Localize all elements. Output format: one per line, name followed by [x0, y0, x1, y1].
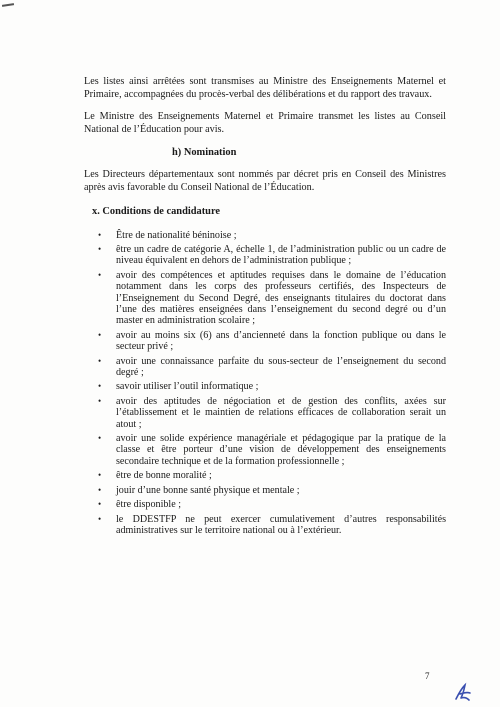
list-item-text: jouir d’une bonne santé physique et mentale ; — [116, 484, 300, 496]
list-item-text: le DDESTFP ne peut exercer cumulativement d’autres responsabilités administratives sur le territoire national ou à l’extérieur. — [116, 513, 446, 536]
page-number: 7 — [425, 671, 430, 681]
list-item — [98, 433, 446, 467]
list-item — [98, 229, 446, 241]
list-item-text: avoir au moins six (6) ans d’ancienneté dans la fonction publique ou dans le secteur privé ; — [116, 329, 446, 353]
list-item — [98, 395, 446, 430]
list-item-text: être disponible ; — [116, 499, 182, 511]
bullet-icon: • — [98, 243, 102, 254]
list-item-text: être de bonne moralité ; — [116, 470, 212, 482]
list-item — [98, 513, 446, 537]
paragraph-avis: Le Ministre des Enseignements Maternel et Primaire transmet les listes au Conseil National de l’Éducation pour avis. — [84, 111, 446, 135]
list-item-text: avoir une solide expérience managériale et pédagogique par la pratique de la classe et être porteur d’une vision de développement des enseignements secondaire technique et de la formation professionnelle ; — [116, 433, 446, 467]
bullet-icon: • — [98, 395, 102, 406]
list-item-text: Être de nationalité béninoise ; — [116, 229, 237, 241]
list-item-text: avoir une connaissance parfaite du sous-secteur de l’enseignement du second degré ; — [116, 355, 446, 379]
bullet-icon: • — [98, 484, 102, 495]
bullet-icon: • — [98, 329, 102, 340]
paragraph-transmission: Les listes ainsi arrêtées sont transmises au Ministre des Enseignements Maternel et Primaire, accompagnées du procès-verbal des délibérations et du rapport des travaux. — [84, 76, 446, 100]
list-item — [98, 269, 446, 327]
list-item-text: avoir des aptitudes de négociation et de gestion des conflits, axées sur l’établissement et le maintien de relations efficaces de collaboration serait un atout ; — [116, 395, 446, 430]
signature-mark — [452, 682, 474, 702]
list-item — [98, 499, 446, 511]
heading-conditions: x. Conditions de candidature — [92, 205, 220, 217]
list-item — [98, 470, 446, 482]
bullet-icon: • — [98, 381, 102, 392]
page-content — [84, 76, 446, 539]
list-item — [98, 329, 446, 353]
list-item — [98, 484, 446, 496]
bullet-icon: • — [98, 269, 102, 280]
bullet-icon: • — [98, 355, 102, 366]
list-item-text: être un cadre de catégorie A, échelle 1, de l’administration public ou un cadre de niveau équivalent en dehors de l’administration publique ; — [116, 243, 446, 267]
paragraph-nomination: Les Directeurs départementaux sont nommés par décret pris en Conseil des Ministres après avis favorable du Conseil National de l’Éducation. — [84, 169, 446, 193]
list-item-text: avoir des compétences et aptitudes requises dans le domaine de l’éducation notamment dans les corps des professeurs certifiés, des Inspecteurs de l’Enseignement du Second Degré, des enseignants titulaires du doctorat dans l’une des matières enseignées dans l’enseignement du second degré ou d’un master en administration scolaire ; — [116, 269, 446, 327]
list-item — [98, 243, 446, 267]
list-item — [98, 381, 446, 393]
bullet-icon: • — [98, 433, 102, 444]
bullet-icon: • — [98, 499, 102, 510]
bullet-icon: • — [98, 513, 102, 524]
bullet-icon: • — [98, 229, 102, 240]
corner-mark — [2, 3, 14, 7]
criteria-list — [84, 230, 446, 537]
list-item — [98, 355, 446, 379]
list-item-text: savoir utiliser l’outil informatique ; — [116, 381, 259, 393]
bullet-icon: • — [98, 470, 102, 481]
heading-nomination: h) Nomination — [172, 147, 237, 159]
